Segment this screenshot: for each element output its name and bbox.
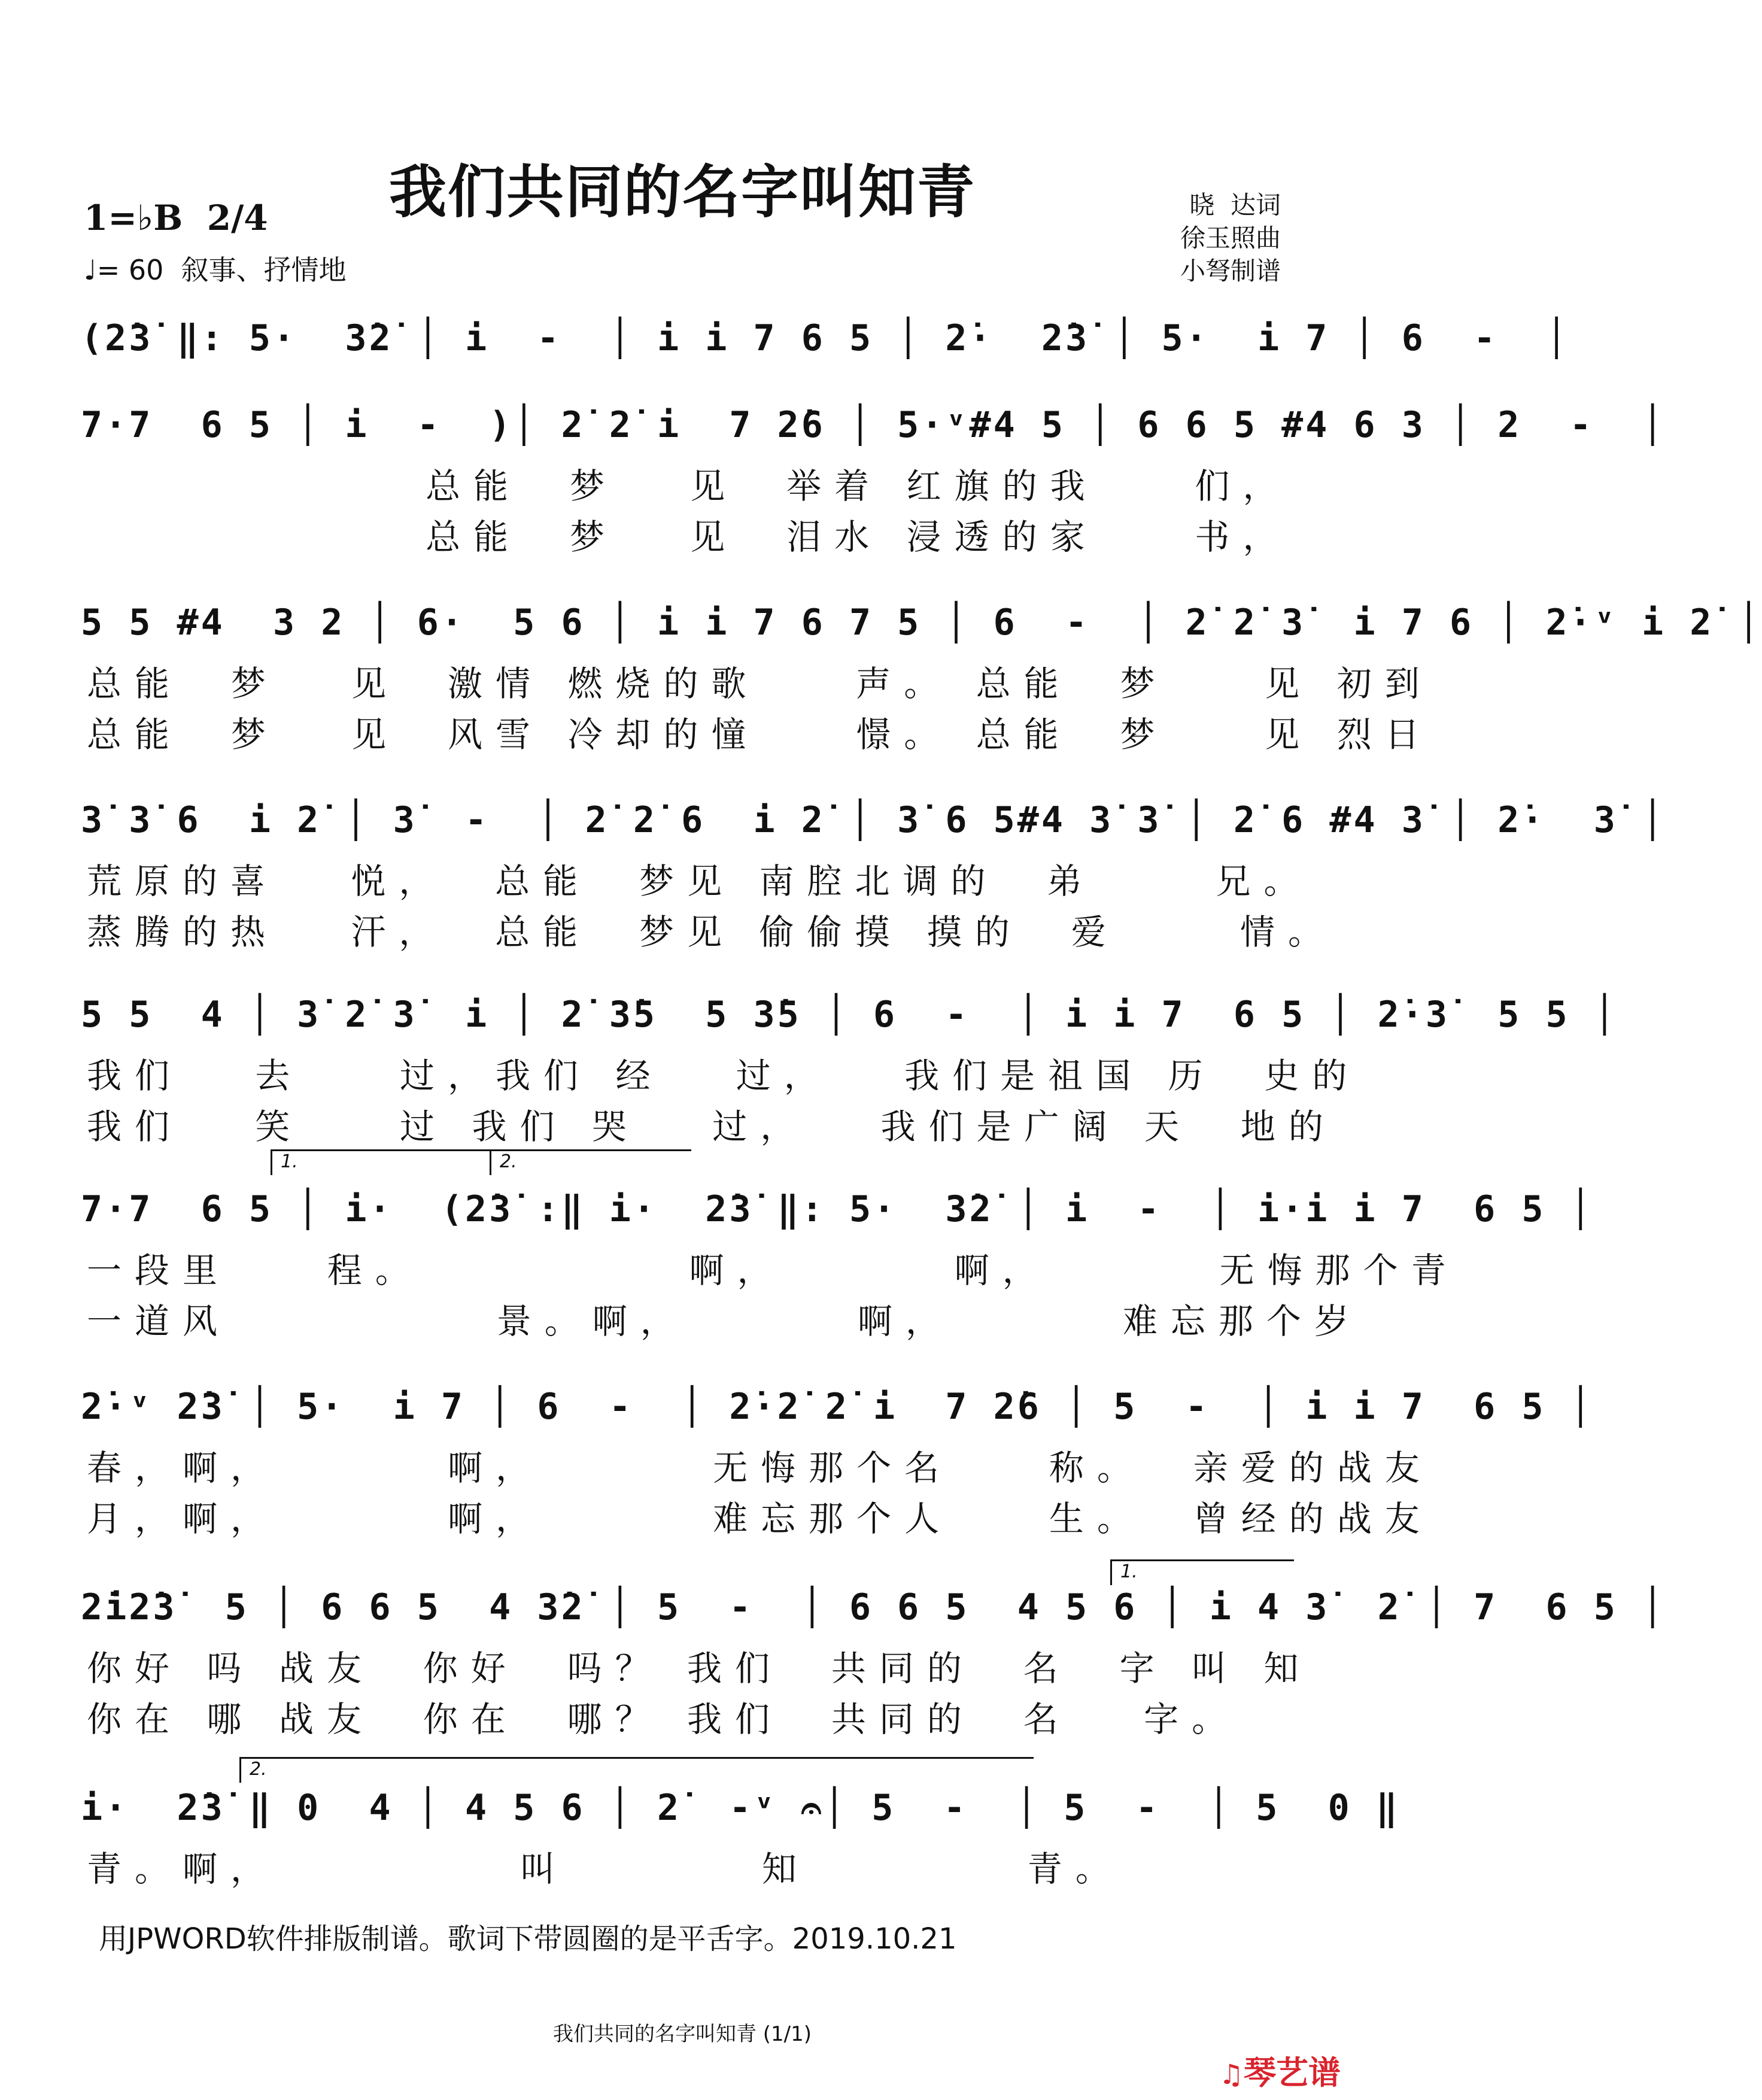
notation-line-4: 3̇ 3̇ 6 i 2̇ │ 3̇ - │ 2̇ 2̇ 6 i 2̇ │ 3̇ 6 5#4 3̇ 3̇ │ 2̇ 6 #4 3̇ │ 2̇· 3̇ │ (81, 799, 1666, 841)
notation-line-7: 2̇·ᵛ 2̇3̇ │ 5· i 7 │ 6 - │ 2̇·2̇ 2̇ i 7 2̇6 │ 5 - │ i i 7 6 5 │ (81, 1386, 1594, 1428)
notation-line-2: 7·7 6 5 │ i - )│ 2̇ 2̇ i 7 2̇6 │ 5·ᵛ#4 5 │ 6 6 5 #4 6 3 │ 2 - │ (81, 404, 1666, 446)
lyric-verse-2-line-7: 月，啊， 啊， 难忘那个人 生。 曾经的战友 (87, 1498, 1433, 1539)
lyric-verse-2-line-5: 我们 笑 过 我们 哭 过， 我们是广阔 天 地的 (87, 1106, 1336, 1147)
watermark-logo: ♫琴艺谱 (1219, 2054, 1341, 2092)
notation-line-1: (2̇3̇ ‖: 5· 3̇2̇ │ i - │ i i 7 6 5 │ 2̇· 2̇3̇ │ 5· i 7 │ 6 - │ (81, 317, 1570, 359)
notation-line-9: i· 2̇3̇ ‖ 0 4 │ 4 5 6 │ 2̇ -ᵛ 𝄐│ 5 - │ 5 - │ 5 0 ‖ (81, 1787, 1401, 1829)
logo-icon: ♫ (1219, 2058, 1244, 2090)
notation-line-3: 5 5 #4 3 2 │ 6· 5 6 │ i i 7 6 7 5 │ 6 - │ 2̇ 2̇ 3̇ i 7 6 │ 2̇·ᵛ i 2̇ │ (81, 602, 1762, 644)
lyric-verse-1-line-7: 春，啊， 啊， 无悔那个名 称。 亲爱的战友 (87, 1447, 1433, 1488)
lyric-verse-1-line-4: 荒原的喜 悦， 总能 梦见 南腔北调的 弟 兄。 (87, 861, 1312, 902)
lyric-verse-1-line-8: 你好 吗 战友 你好 吗？ 我们 共同的 名 字 叫 知 (87, 1648, 1312, 1689)
key-signature: 1=♭B 2/4 (84, 198, 268, 238)
transcriber-credit: 小弩制谱 (1180, 256, 1281, 286)
lyricist-credit: 晓 达词 (1189, 190, 1281, 220)
footnote: 用JPWORD软件排版制谱。歌词下带圆圈的是平舌字。2019.10.21 (99, 1922, 957, 1956)
lyric-verse-1-line-2: 总能 梦 见 举着 红旗的我 们， (87, 466, 1291, 506)
lyric-verse-1-line-6: 一段里 程。 啊， 啊， 无悔那个青 (87, 1250, 1459, 1291)
notation-line-5: 5 5 4 │ 3̇ 2̇ 3̇ i │ 2̇ 3̇5 5 3̇5 │ 6 - │ i i 7 6 5 │ 2̇·3̇ 5 5 │ (81, 994, 1618, 1036)
lyric-verse-2-line-3: 总能 梦 见 风雪 冷却的憧 憬。 总能 梦 见 烈日 (87, 714, 1433, 755)
lyric-line-9: 青。啊， 叫 知 青。 (87, 1849, 1123, 1889)
notation-line-8: 2̇i2̇3̇ 5 │ 6 6 5 4 3̇2̇ │ 5 - │ 6 6 5 4 5 6 │ i 4 3̇ 2̇ │ 7 6 5 │ (81, 1586, 1666, 1628)
page-footer: 我们共同的名字叫知青 (1/1) (552, 2022, 812, 2046)
tempo-marking: ♩= 60 叙事、抒情地 (84, 254, 347, 286)
lyric-verse-2-line-2: 总能 梦 见 泪水 浸透的家 书， (87, 517, 1291, 557)
time-signature: 2/4 (206, 198, 268, 238)
lyric-verse-2-line-8: 你在 哪 战友 你在 哪？ 我们 共同的 名 字。 (87, 1699, 1240, 1740)
lyric-verse-1-line-3: 总能 梦 见 激情 燃烧的歌 声。 总能 梦 见 初到 (87, 663, 1433, 704)
composer-credit: 徐玉照曲 (1180, 223, 1281, 253)
notation-line-6: 7·7 6 5 │ i· (2̇3̇ :‖ i· 2̇3̇ ‖: 5· 3̇2̇ │ i - │ i·i i 7 6 5 │ (81, 1188, 1594, 1230)
lyric-verse-2-line-4: 蒸腾的热 汗， 总能 梦见 偷偷摸 摸的 爱 情。 (87, 912, 1336, 952)
volta-2-bracket-ending: 2. (239, 1757, 1034, 1783)
lyric-verse-1-line-5: 我们 去 过，我们 经 过， 我们是祖国 历 史的 (87, 1055, 1360, 1096)
song-title: 我们共同的名字叫知青 (389, 159, 976, 226)
volta-1-bracket: 1. (271, 1149, 496, 1175)
volta-1-bracket-ending: 1. (1110, 1559, 1294, 1585)
volta-2-bracket: 2. (490, 1149, 691, 1175)
lyric-verse-2-line-6: 一道风 景。啊， 啊， 难忘那个岁 (87, 1301, 1362, 1342)
